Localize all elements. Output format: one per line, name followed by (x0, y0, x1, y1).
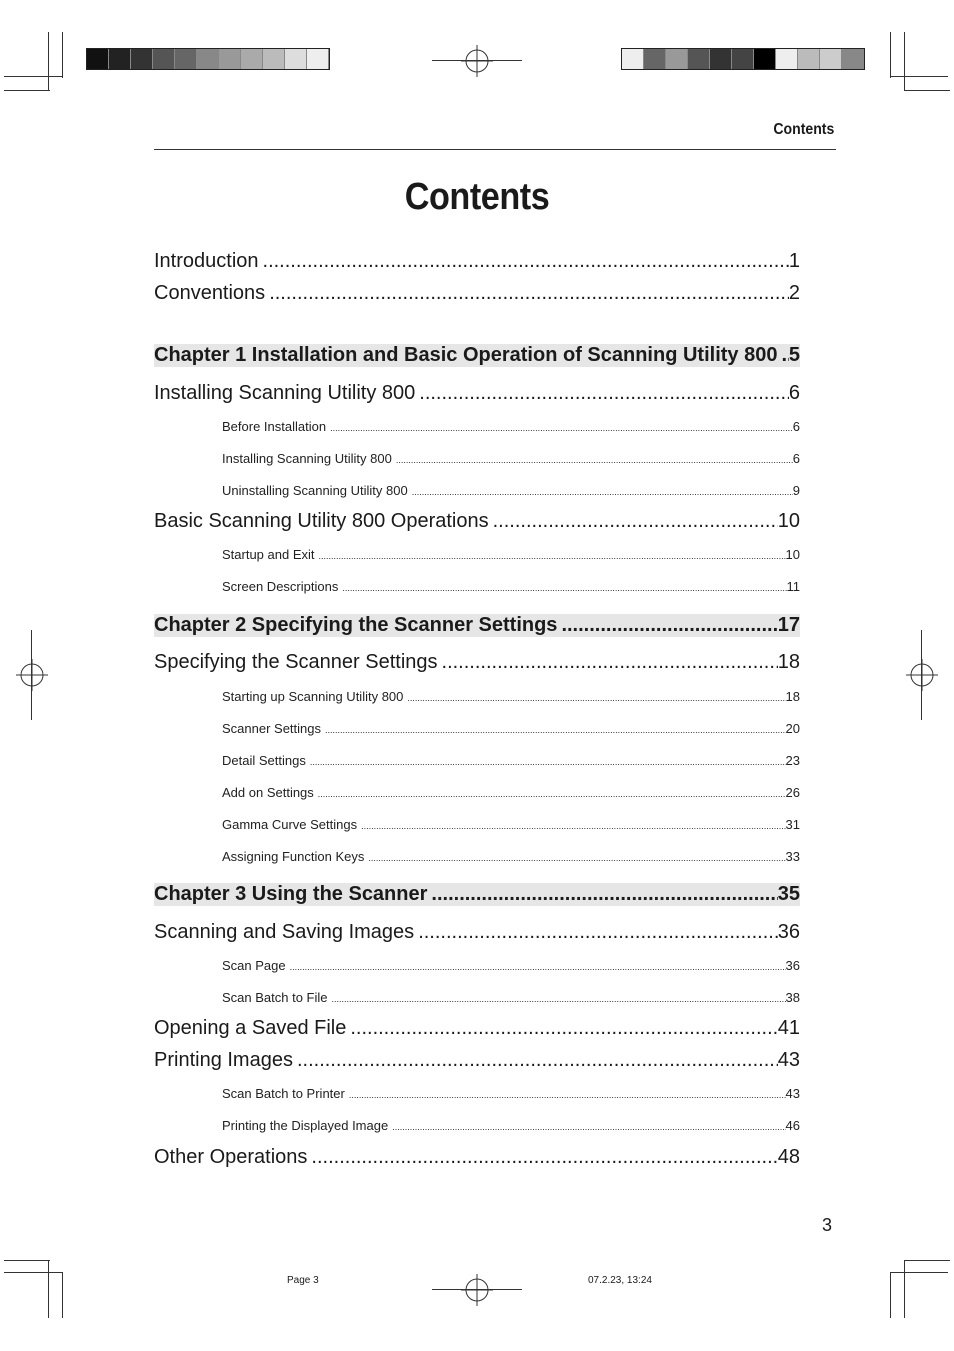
crop-mark (890, 1272, 891, 1318)
toc-entry-page: 33 (785, 849, 800, 864)
toc-entry-page: 5 (788, 344, 800, 366)
toc-entry-label: Gamma Curve Settings (222, 817, 358, 832)
crop-mark (890, 32, 891, 78)
toc-entry[interactable] (154, 1146, 800, 1169)
toc-entry-label: Printing the Displayed Image (222, 1118, 389, 1133)
toc-entry-page: 23 (785, 753, 800, 768)
footer-timestamp: 07.2.23, 13:24 (588, 1275, 652, 1286)
toc-entry-label: Scanner Settings (222, 721, 322, 736)
toc-entry-label: Other Operations (154, 1146, 308, 1168)
toc-entry-page: 38 (785, 990, 800, 1005)
toc-entry-label: Scanning and Saving Images (154, 921, 415, 943)
toc-entry-label: Add on Settings (222, 785, 314, 800)
toc-entry-page: 2 (788, 282, 800, 304)
toc-entry-label: Specifying the Scanner Settings (154, 651, 438, 673)
toc-subentry[interactable] (222, 451, 800, 466)
crop-mark (904, 90, 950, 91)
toc-entry-page: 43 (785, 1086, 800, 1101)
crop-mark (904, 32, 905, 90)
crop-mark (921, 630, 922, 720)
running-header: Contents (772, 121, 834, 138)
toc-subentry[interactable] (222, 579, 800, 594)
toc-entry-page: 1 (788, 250, 800, 272)
toc-entry-page: 43 (777, 1049, 800, 1071)
registration-mark-icon (461, 45, 493, 77)
crop-mark (432, 60, 522, 61)
toc-entry-label: Basic Scanning Utility 800 Operations (154, 510, 489, 532)
toc-entry-label: Chapter 1 Installation and Basic Operation of Scanning Utility 800 (154, 344, 778, 366)
toc-entry-page: 9 (792, 483, 800, 498)
toc-subentry[interactable] (222, 990, 800, 1005)
toc-chapter-2[interactable] (154, 614, 800, 637)
toc-subentry[interactable] (222, 689, 800, 704)
toc-entry-label: Screen Descriptions (222, 579, 339, 594)
toc-entry[interactable] (154, 651, 800, 674)
header-rule (154, 149, 836, 150)
toc-entry-label: Installing Scanning Utility 800 (154, 382, 416, 404)
crop-mark (890, 76, 948, 77)
crop-mark (4, 1260, 50, 1261)
crop-mark (48, 32, 49, 90)
toc-entry-label: Printing Images (154, 1049, 293, 1071)
toc-entry-page: 18 (785, 689, 800, 704)
toc-entry-label: Chapter 2 Specifying the Scanner Settings (154, 614, 558, 636)
toc-chapter-3[interactable] (154, 883, 800, 906)
toc-entry-page: 36 (785, 958, 800, 973)
toc-entry-page: 48 (777, 1146, 800, 1168)
crop-mark (432, 1289, 522, 1290)
registration-mark-icon (461, 1274, 493, 1306)
toc-entry-label: Starting up Scanning Utility 800 (222, 689, 404, 704)
toc-entry[interactable] (154, 382, 800, 405)
grayscale-bar-right (621, 48, 865, 70)
toc-entry-label: Before Installation (222, 419, 327, 434)
toc-entry-page: 18 (777, 651, 800, 673)
page-title: Contents (404, 176, 550, 218)
toc-subentry[interactable] (222, 547, 800, 562)
toc-entry-page: 46 (785, 1118, 800, 1133)
toc-chapter-1[interactable] (154, 344, 800, 367)
toc-entry-page: 41 (777, 1017, 800, 1039)
crop-mark (890, 1272, 948, 1273)
toc-entry-label: Opening a Saved File (154, 1017, 347, 1039)
toc-entry-page: 6 (792, 419, 800, 434)
toc-entry-page: 31 (785, 817, 800, 832)
toc-subentry[interactable] (222, 785, 800, 800)
toc-entry-page: 20 (785, 721, 800, 736)
toc-subentry[interactable] (222, 817, 800, 832)
toc-subentry[interactable] (222, 483, 800, 498)
toc-subentry[interactable] (222, 849, 800, 864)
toc-entry-page: 6 (792, 451, 800, 466)
page-number: 3 (822, 1215, 833, 1235)
toc-subentry[interactable] (222, 721, 800, 736)
footer-page-label: Page 3 (287, 1275, 319, 1286)
crop-mark (904, 1260, 950, 1261)
toc-entry-label: Scan Batch to Printer (222, 1086, 345, 1101)
toc-subentry[interactable] (222, 753, 800, 768)
toc-entry-page: 35 (777, 883, 800, 905)
toc-subentry[interactable] (222, 419, 800, 434)
crop-mark (62, 32, 63, 78)
crop-mark (4, 76, 62, 77)
toc-entry-label: Scan Page (222, 958, 286, 973)
grayscale-bar-left (86, 48, 330, 70)
toc-entry[interactable] (154, 1049, 800, 1072)
toc-subentry[interactable] (222, 958, 800, 973)
toc-entry-label: Introduction (154, 250, 259, 272)
crop-mark (4, 90, 50, 91)
toc-entry-label: Installing Scanning Utility 800 (222, 451, 392, 466)
crop-mark (48, 1260, 49, 1318)
crop-mark (31, 630, 32, 720)
toc-entry-page: 10 (785, 547, 800, 562)
crop-mark (62, 1272, 63, 1318)
toc-entry-label: Detail Settings (222, 753, 306, 768)
toc-entry-label: Startup and Exit (222, 547, 315, 562)
toc-entry-label: Uninstalling Scanning Utility 800 (222, 483, 408, 498)
crop-mark (4, 1272, 62, 1273)
toc-entry[interactable] (154, 1017, 800, 1040)
toc-entry-label: Chapter 3 Using the Scanner (154, 883, 428, 905)
toc-entry-page: 10 (777, 510, 800, 532)
registration-mark-icon (16, 659, 48, 691)
registration-mark-icon (906, 659, 938, 691)
toc-entry-page: 17 (777, 614, 800, 636)
toc-subentry[interactable] (222, 1086, 800, 1101)
toc-entry-label: Assigning Function Keys (222, 849, 365, 864)
toc-entry-label: Conventions (154, 282, 266, 304)
toc-entry-page: 26 (785, 785, 800, 800)
toc-entry[interactable] (154, 250, 800, 273)
toc-entry-label: Scan Batch to File (222, 990, 328, 1005)
toc-entry[interactable] (154, 510, 800, 533)
toc-subentry[interactable] (222, 1118, 800, 1133)
toc-entry-page: 11 (786, 579, 800, 594)
crop-mark (904, 1260, 905, 1318)
toc-entry[interactable] (154, 282, 800, 305)
toc-entry-page: 6 (788, 382, 800, 404)
toc-entry-page: 36 (777, 921, 800, 943)
toc-entry[interactable] (154, 921, 800, 944)
